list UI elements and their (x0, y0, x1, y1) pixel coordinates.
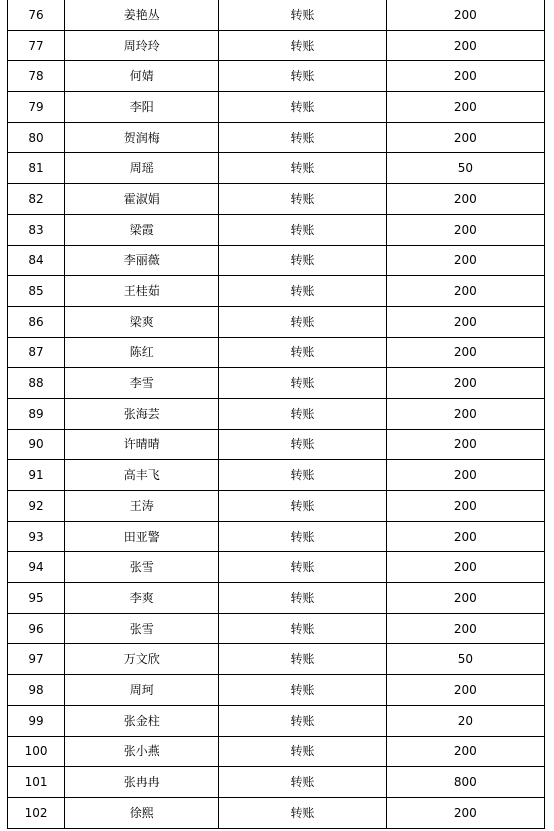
cell-method[interactable]: 转账 (219, 122, 386, 153)
cell-number[interactable]: 97 (8, 644, 65, 675)
cell-amount[interactable]: 50 (386, 153, 544, 184)
cell-name[interactable]: 陈红 (65, 337, 219, 368)
cell-method[interactable]: 转账 (219, 276, 386, 307)
table-row (8, 797, 545, 828)
cell-number[interactable]: 83 (8, 214, 65, 245)
cell-method[interactable]: 转账 (219, 245, 386, 276)
cell-method[interactable]: 转账 (219, 644, 386, 675)
cell-name[interactable]: 万文欣 (65, 644, 219, 675)
table-row (8, 398, 545, 429)
cell-amount[interactable]: 20 (386, 705, 544, 736)
cell-number[interactable]: 96 (8, 613, 65, 644)
cell-name[interactable]: 张冉冉 (65, 767, 219, 798)
table-row (8, 276, 545, 307)
cell-name[interactable]: 李爽 (65, 583, 219, 614)
cell-amount[interactable]: 200 (386, 398, 544, 429)
cell-name[interactable]: 张海芸 (65, 398, 219, 429)
cell-amount[interactable]: 200 (386, 460, 544, 491)
cell-method[interactable]: 转账 (219, 675, 386, 706)
table-body (8, 0, 545, 828)
cell-name[interactable]: 张雪 (65, 613, 219, 644)
cell-number[interactable]: 87 (8, 337, 65, 368)
cell-amount[interactable]: 200 (386, 583, 544, 614)
cell-number[interactable]: 82 (8, 184, 65, 215)
cell-number[interactable]: 98 (8, 675, 65, 706)
cell-amount[interactable]: 200 (386, 613, 544, 644)
cell-name[interactable]: 何婧 (65, 61, 219, 92)
cell-number[interactable]: 76 (8, 0, 65, 30)
cell-method[interactable]: 转账 (219, 736, 386, 767)
cell-number[interactable]: 88 (8, 368, 65, 399)
cell-name[interactable]: 李雪 (65, 368, 219, 399)
cell-name[interactable]: 王桂茹 (65, 276, 219, 307)
table-row (8, 122, 545, 153)
cell-method[interactable]: 转账 (219, 552, 386, 583)
cell-number[interactable]: 94 (8, 552, 65, 583)
cell-amount[interactable]: 200 (386, 306, 544, 337)
cell-number[interactable]: 100 (8, 736, 65, 767)
table-row (8, 92, 545, 123)
cell-method[interactable]: 转账 (219, 705, 386, 736)
cell-amount[interactable]: 200 (386, 61, 544, 92)
table-row (8, 767, 545, 798)
cell-amount[interactable]: 800 (386, 767, 544, 798)
cell-name[interactable]: 周玲玲 (65, 30, 219, 61)
table-row (8, 61, 545, 92)
cell-number[interactable]: 102 (8, 797, 65, 828)
cell-method[interactable]: 转账 (219, 214, 386, 245)
cell-name[interactable]: 张金柱 (65, 705, 219, 736)
cell-method[interactable]: 转账 (219, 583, 386, 614)
cell-number[interactable]: 91 (8, 460, 65, 491)
cell-method[interactable]: 转账 (219, 797, 386, 828)
table-row (8, 306, 545, 337)
cell-number[interactable]: 92 (8, 491, 65, 522)
cell-name[interactable]: 霍淑娟 (65, 184, 219, 215)
cell-number[interactable]: 101 (8, 767, 65, 798)
cell-number[interactable]: 81 (8, 153, 65, 184)
cell-amount[interactable]: 200 (386, 214, 544, 245)
cell-amount[interactable]: 200 (386, 276, 544, 307)
cell-amount[interactable]: 200 (386, 30, 544, 61)
cell-method[interactable]: 转账 (219, 398, 386, 429)
cell-amount[interactable]: 200 (386, 552, 544, 583)
table-row (8, 644, 545, 675)
cell-name[interactable]: 张雪 (65, 552, 219, 583)
cell-number[interactable]: 78 (8, 61, 65, 92)
cell-name[interactable]: 许晴晴 (65, 429, 219, 460)
cell-amount[interactable]: 200 (386, 675, 544, 706)
table-row (8, 337, 545, 368)
cell-name[interactable]: 高丰飞 (65, 460, 219, 491)
cell-amount[interactable]: 200 (386, 245, 544, 276)
cell-method[interactable]: 转账 (219, 429, 386, 460)
cell-method[interactable]: 转账 (219, 30, 386, 61)
cell-number[interactable]: 93 (8, 521, 65, 552)
cell-number[interactable]: 90 (8, 429, 65, 460)
cell-number[interactable]: 79 (8, 92, 65, 123)
cell-amount[interactable]: 200 (386, 92, 544, 123)
cell-name[interactable]: 王涛 (65, 491, 219, 522)
cell-number[interactable]: 86 (8, 306, 65, 337)
table-row (8, 552, 545, 583)
cell-amount[interactable]: 200 (386, 491, 544, 522)
table-row (8, 153, 545, 184)
cell-name[interactable]: 周瑶 (65, 153, 219, 184)
table-row (8, 214, 545, 245)
cell-amount[interactable]: 200 (386, 122, 544, 153)
table-row (8, 0, 545, 30)
cell-method[interactable]: 转账 (219, 491, 386, 522)
table-row (8, 583, 545, 614)
cell-method[interactable]: 转账 (219, 306, 386, 337)
table-row (8, 30, 545, 61)
cell-number[interactable]: 80 (8, 122, 65, 153)
cell-method[interactable]: 转账 (219, 368, 386, 399)
table-row (8, 491, 545, 522)
cell-method[interactable]: 转账 (219, 337, 386, 368)
cell-name[interactable]: 周珂 (65, 675, 219, 706)
cell-name[interactable]: 姜艳丛 (65, 0, 219, 30)
cell-number[interactable]: 89 (8, 398, 65, 429)
cell-name[interactable]: 张小燕 (65, 736, 219, 767)
cell-amount[interactable]: 200 (386, 337, 544, 368)
cell-method[interactable]: 转账 (219, 153, 386, 184)
cell-name[interactable]: 贺润梅 (65, 122, 219, 153)
table-row (8, 429, 545, 460)
cell-method[interactable]: 转账 (219, 184, 386, 215)
cell-method[interactable]: 转账 (219, 0, 386, 30)
cell-name[interactable]: 李阳 (65, 92, 219, 123)
cell-amount[interactable]: 200 (386, 0, 544, 30)
table-row (8, 368, 545, 399)
cell-number[interactable]: 95 (8, 583, 65, 614)
cell-method[interactable]: 转账 (219, 767, 386, 798)
cell-amount[interactable]: 200 (386, 184, 544, 215)
donation-table (7, 0, 545, 829)
cell-method[interactable]: 转账 (219, 92, 386, 123)
cell-method[interactable]: 转账 (219, 61, 386, 92)
cell-method[interactable]: 转账 (219, 521, 386, 552)
cell-name[interactable]: 徐熙 (65, 797, 219, 828)
cell-amount[interactable]: 200 (386, 797, 544, 828)
cell-name[interactable]: 田亚警 (65, 521, 219, 552)
table-row (8, 736, 545, 767)
cell-name[interactable]: 梁爽 (65, 306, 219, 337)
table-row (8, 521, 545, 552)
cell-amount[interactable]: 200 (386, 521, 544, 552)
table-row (8, 705, 545, 736)
cell-amount[interactable]: 200 (386, 429, 544, 460)
cell-name[interactable]: 梁霞 (65, 214, 219, 245)
table-row (8, 613, 545, 644)
cell-name[interactable]: 李丽薇 (65, 245, 219, 276)
cell-method[interactable]: 转账 (219, 460, 386, 491)
cell-number[interactable]: 84 (8, 245, 65, 276)
cell-method[interactable]: 转账 (219, 613, 386, 644)
table-row (8, 245, 545, 276)
table-row (8, 675, 545, 706)
cell-number[interactable]: 99 (8, 705, 65, 736)
cell-number[interactable]: 85 (8, 276, 65, 307)
cell-number[interactable]: 77 (8, 30, 65, 61)
cell-amount[interactable]: 200 (386, 368, 544, 399)
table-row (8, 184, 545, 215)
table-row (8, 460, 545, 491)
cell-amount[interactable]: 50 (386, 644, 544, 675)
cell-amount[interactable]: 200 (386, 736, 544, 767)
